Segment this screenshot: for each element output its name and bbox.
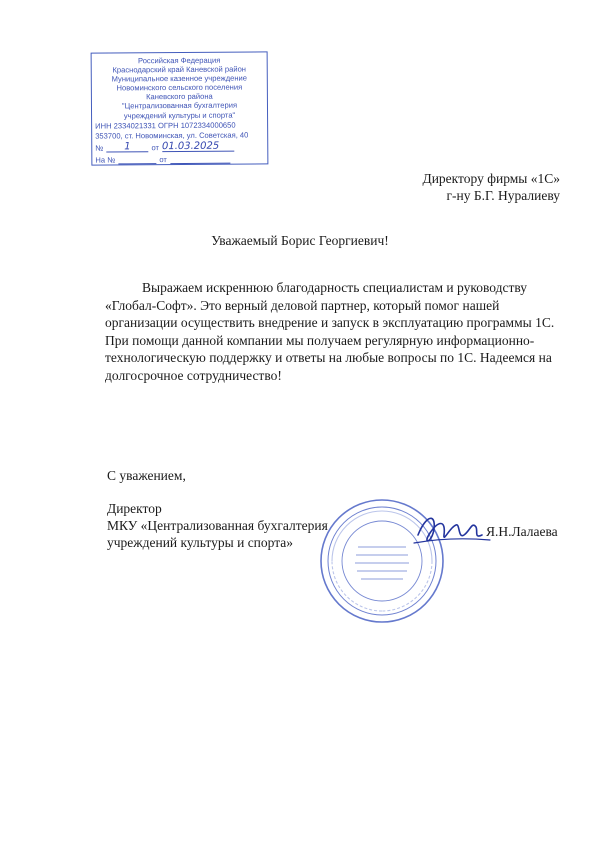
stamp-ref-label: На №: [95, 155, 116, 165]
addressee-line-1: Директору фирмы «1С»: [422, 171, 560, 186]
stamp-line: Новоминского сельского поселения: [116, 82, 243, 93]
signature-block: [107, 500, 328, 551]
registration-stamp: [91, 51, 269, 165]
stamp-line: учреждений культуры и спорта": [123, 110, 236, 120]
signer-name: Я.Н.Лалаева: [486, 524, 558, 539]
signer-org-line-2: учреждений культуры и спорта»: [107, 535, 294, 550]
stamp-ref-row: [95, 153, 264, 164]
stamp-reg-number-label: №: [95, 143, 104, 153]
stamp-reg-date: 01.03.2025: [162, 141, 234, 152]
stamp-reg-number: 1: [106, 142, 148, 152]
addressee: [380, 170, 560, 204]
stamp-inn: ИНН 2334021331 ОГРН 1072334000650: [95, 120, 236, 131]
stamp-line: "Централизованная бухгалтерия: [121, 101, 238, 111]
signer-org-line-1: МКУ «Централизованная бухгалтерия: [107, 518, 328, 533]
stamp-line: Российская Федерация: [137, 55, 221, 66]
handwritten-signature: [412, 505, 492, 555]
letter-body: Выражаем искреннюю благодарность специалистам и руководству «Глобал-Софт». Это верный деловой партнер, который помог нашей организации осуществить внедрение и запуск в эксплуатацию программы 1С. При помощи данной компании мы получаем регулярную информационно-технологическую поддержку и ответы на любые вопросы по 1С. Надеемся на долгосрочное сотрудничество!: [105, 280, 555, 383]
signer-title: Директор: [107, 501, 162, 516]
closing: С уважением,: [107, 468, 186, 483]
stamp-ref-date-blank: [170, 154, 230, 164]
addressee-line-2: г-ну Б.Г. Нуралиеву: [446, 188, 560, 203]
stamp-line: Краснодарский край Каневской район: [112, 64, 247, 75]
stamp-address: 353700, ст. Новоминская, ул. Советская, 40: [95, 130, 249, 141]
salutation: Уважаемый Борис Георгиевич!: [211, 233, 389, 248]
stamp-line: Муниципальное казенное учреждение: [111, 73, 248, 84]
stamp-ref-number-blank: [118, 154, 156, 164]
stamp-reg-date-label: от: [151, 142, 160, 153]
stamp-line: Каневского района: [146, 92, 213, 102]
stamp-reg-row: [95, 141, 264, 152]
stamp-ref-date-label: от: [159, 154, 167, 164]
